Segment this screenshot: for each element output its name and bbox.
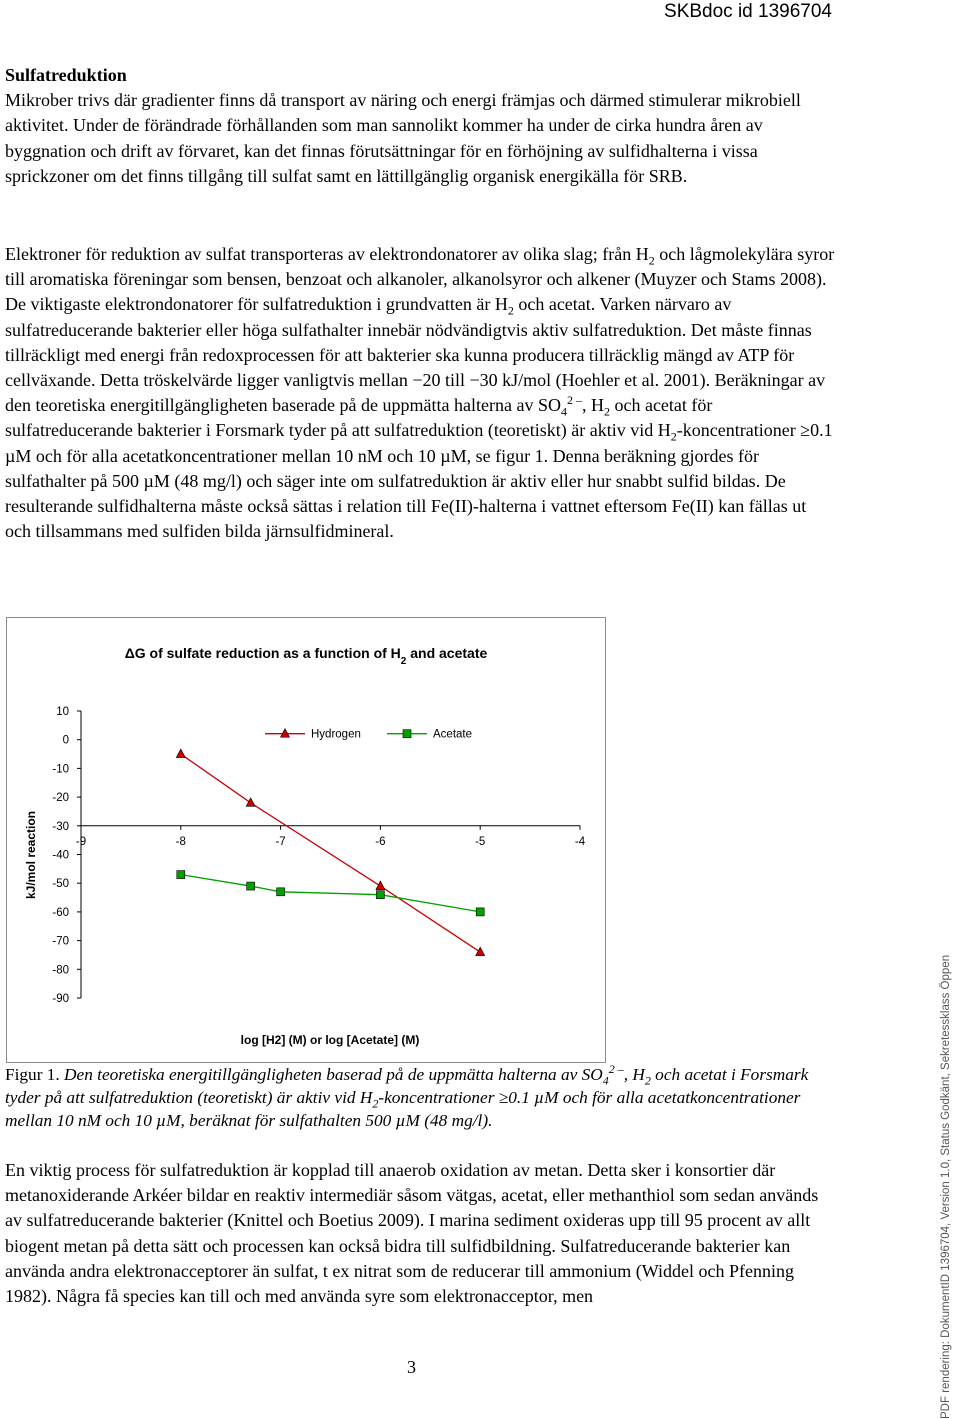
document-id: SKBdoc id 1396704 xyxy=(664,1,832,22)
y-tick-label: -20 xyxy=(52,792,69,805)
x-tick-label: -8 xyxy=(175,835,186,848)
body-section-2 xyxy=(5,242,835,544)
data-point-acetate xyxy=(476,908,484,916)
section-heading: Sulfatreduktion xyxy=(5,65,127,85)
y-tick-label: -90 xyxy=(52,993,69,1005)
data-point-acetate xyxy=(376,891,384,899)
data-point-acetate xyxy=(177,871,185,879)
y-tick-label: -60 xyxy=(52,906,69,919)
y-tick-label: -10 xyxy=(52,763,69,776)
y-tick-label: -50 xyxy=(52,878,69,891)
legend-marker-acetate xyxy=(403,730,411,738)
x-tick-label: -7 xyxy=(275,835,286,848)
data-point-hydrogen xyxy=(176,749,185,758)
figure-chart xyxy=(6,617,606,1063)
y-tick-label: 10 xyxy=(56,706,69,718)
paragraph-1: Mikrober trivs där gradienter finns då transport av näring och energi främjas och därmed stimulerar mikrobiell aktivitet. Under de förändrade förhållanden som man sannolikt kommer ha under de cirka hundra åren av byggnation och drift av förvaret, kan det finnas förutsättningar för en förhöjning av sulfidhalterna i vissa sprickzoner om det finns tillgång till sulfat samt en lättillgänglig organisk energikälla för SRB. xyxy=(5,90,801,186)
chart-svg xyxy=(7,618,605,1062)
data-point-hydrogen xyxy=(246,798,255,807)
chart-title: ΔG of sulfate reduction as a function of $H_2$ and acetate xyxy=(124,645,488,667)
x-tick-label: -6 xyxy=(375,835,386,848)
y-tick-label: -30 xyxy=(52,820,69,833)
legend-label-hydrogen: Hydrogen xyxy=(311,728,361,741)
y-tick-label: 0 xyxy=(62,734,69,747)
y-axis-label: kJ/mol reaction xyxy=(24,810,38,900)
x-tick-label: -5 xyxy=(475,835,486,848)
x-axis-label: log [H2] (M) or log [Acetate] (M) xyxy=(240,1033,420,1047)
series-line-hydrogen xyxy=(181,754,480,952)
body-section-1 xyxy=(5,63,835,189)
body-section-3 xyxy=(5,1158,835,1309)
data-point-acetate xyxy=(277,888,285,896)
data-point-acetate xyxy=(247,882,255,890)
y-tick-label: -40 xyxy=(52,849,69,862)
pdf-rendering-note: PDF rendering: DokumentID 1396704, Version 1.0, Status Godkänt, Sekretessklass Öppen xyxy=(940,954,952,1419)
y-tick-label: -70 xyxy=(52,935,69,948)
page-number: 3 xyxy=(407,1357,416,1377)
series-line-acetate xyxy=(181,875,480,912)
legend-marker-hydrogen xyxy=(281,729,290,738)
x-tick-label: -4 xyxy=(574,835,586,848)
legend-label-acetate: Acetate xyxy=(433,728,472,741)
y-tick-label: -80 xyxy=(52,964,69,977)
figure-caption: Figur 1. Den teoretiska energitillgängligheten baserad på de uppmätta halterna av $SO_4^{2 -}$, $H_2$ och acetat i Forsmark tyder på att sulfatreduktion (teoretiskt) är aktiv vid $H_2$-koncentrationer ≥0.1 µM och för alla acetatkoncentrationer mellan 10 nM och 10 µM, beräknat för sulfathalten 500 µM (48 mg/l). xyxy=(5,1062,809,1130)
x-tick-label: -9 xyxy=(75,835,87,848)
caption-label: Figur 1. xyxy=(5,1065,60,1084)
data-point-hydrogen xyxy=(476,947,485,956)
data-point-hydrogen xyxy=(376,881,385,890)
paragraph-2: Elektroner för reduktion av sulfat transporteras av elektrondonatorer av olika slag; från $H_2$ och lågmolekylära syror till aromatiska föreningar som bensen, benzoat och alkanoler, alkanolsyror och alkener (Muyzer och Stams 2008). De viktigaste elektrondonatorer för sulfatreduktion i grundvatten är $H_2$ och acetat. Varken närvaro av sulfatreducerande bakterier eller höga sulfathalter innebär nödvändigtvis aktiv sulfatreduktion. Det måste finnas tillräckligt med energi från redoxprocessen för att bakterier ska kunna producera tillräcklig mängd av ATP för cellväxande. Detta tröskelvärde ligger vanligtvis mellan −20 till −30 kJ/mol (Hoehler et al. 2001). Beräkningar av den teoretiska energitillgängligheten baserade på de uppmätta halterna av $SO_4^{2 -}$, $H_2$ och acetat för sulfatreducerande bakterier i Forsmark tyder på att sulfatreduktion (teoretiskt) är aktiv vid $H_2$-koncentrationer ≥0.1 µM och för alla acetatkoncentrationer mellan 10 nM och 10 µM, se figur 1. Denna beräkning gjordes för sulfathalter på 500 µM (48 mg/l) och säger inte om sulfatreduktion är aktiv eller hur snabbt sulfid bildas. De resulterande sulfidhalterna måste också sättas i relation till Fe(II)-halterna i vattnet eftersom Fe(II) kan fällas ut och tillsammans med sulfiden bilda järnsulfidmineral. xyxy=(5,244,835,542)
paragraph-3: En viktig process för sulfatreduktion är kopplad till anaerob oxidation av metan. Detta sker i konsortier där metanoxiderande Arkéer bildar en reaktiv intermediär såsom vätgas, acetat, eller methanthiol som sedan används av sulfatreducerande bakterier (Knittel och Boetius 2009). I marina sediment oxideras upp till 95 procent av allt biogent metan på detta sätt och processen kan också bidra till sulfidbildning. Sulfatreducerande bakterier kan använda andra elektronacceptorer än sulfat, t ex nitrat som de reducerar till ammonium (Widdel och Pfenning 1982). Några få species kan till och med använda syre som elektronacceptor, men xyxy=(5,1160,819,1307)
